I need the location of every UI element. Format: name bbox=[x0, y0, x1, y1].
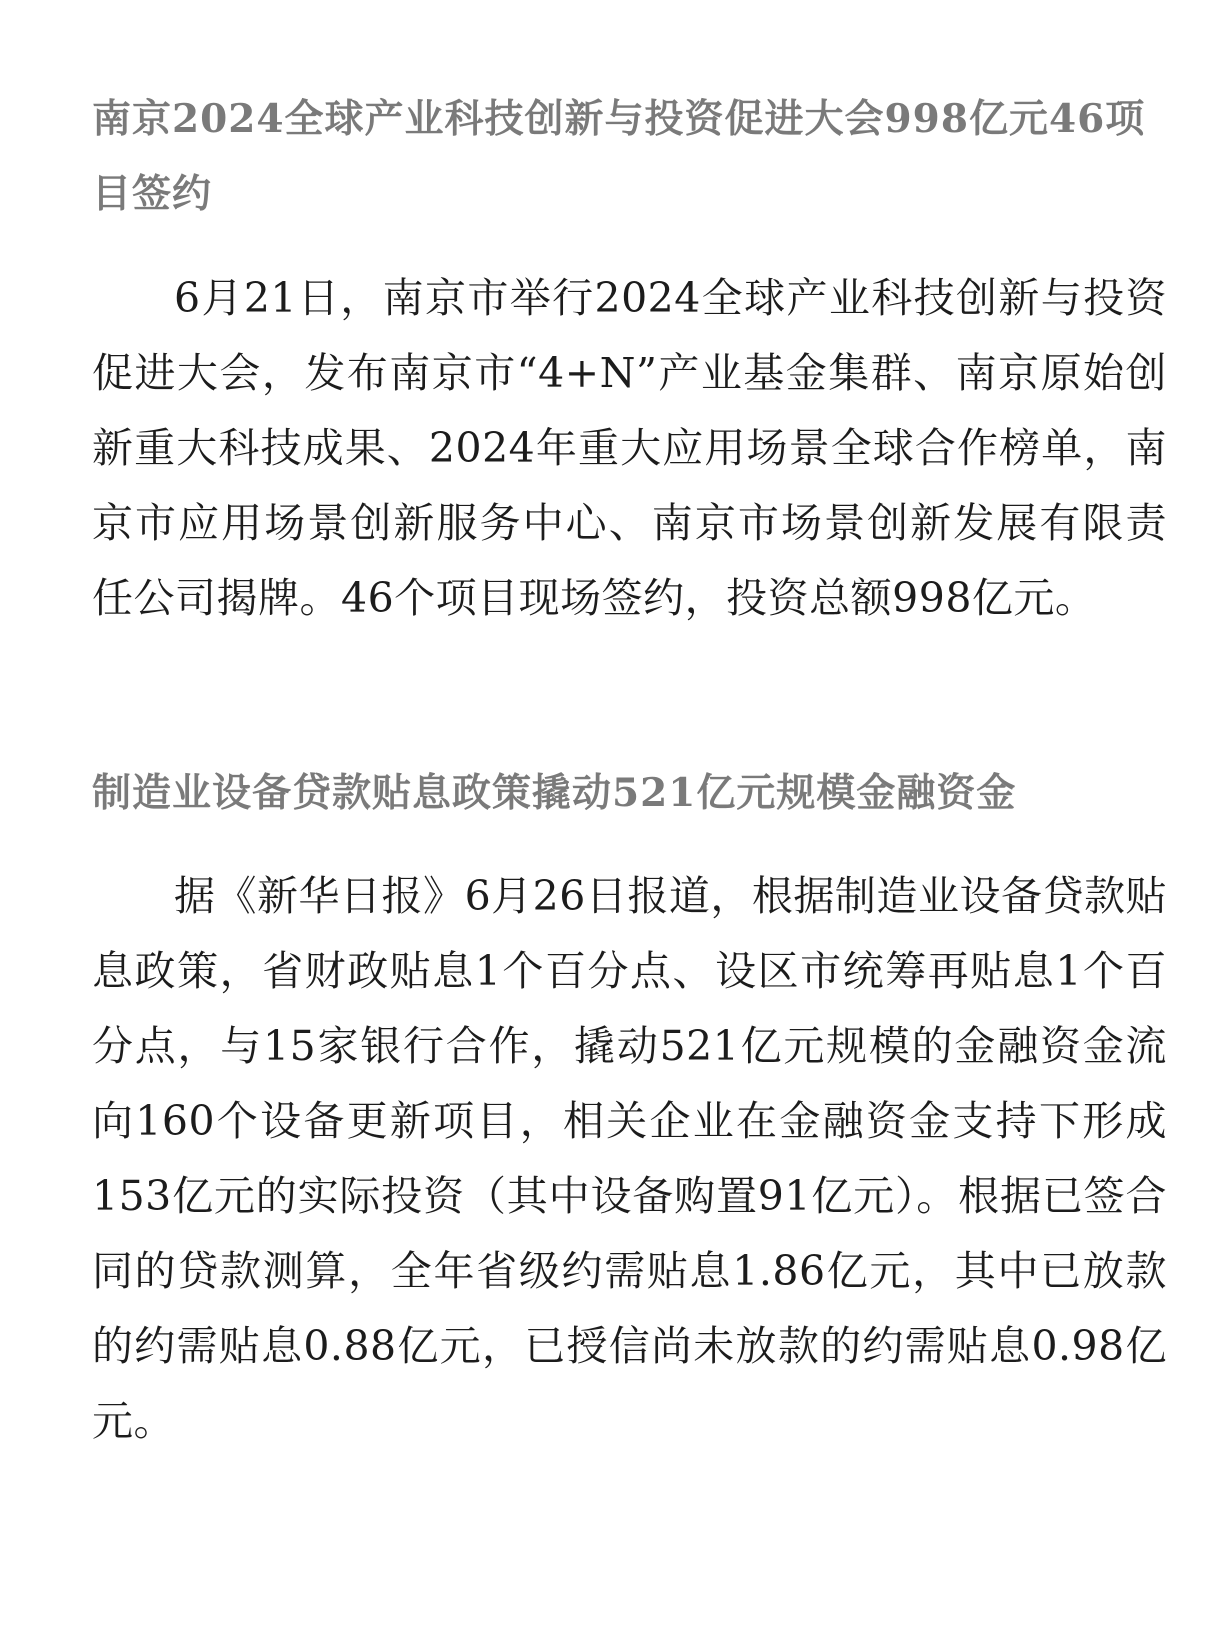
article-body: 6月21日，南京市举行2024全球产业科技创新与投资促进大会，发布南京市“4+N”产业基金集群、南京原始创新重大科技成果、2024年重大应用场景全球合作榜单，南京市应用场景创新服务中心、南京市场景创新发展有限责任公司揭牌。46个项目现场签约，投资总额998亿元。 bbox=[92, 274, 1167, 622]
article-headline: 制造业设备贷款贴息政策撬动521亿元规模金融资金 bbox=[92, 770, 1017, 816]
article-body: 据《新华日报》6月26日报道，根据制造业设备贷款贴息政策，省财政贴息1个百分点、设区市统筹再贴息1个百分点，与15家银行合作，撬动521亿元规模的金融资金流向160个设备更新项目，相关企业在金融资金支持下形成153亿元的实际投资（其中设备购置91亿元）。根据已签合同的贷款测算，全年省级约需贴息1.86亿元，其中已放款的约需贴息0.88亿元，已授信尚未放款的约需贴息0.98亿元。 bbox=[92, 872, 1167, 1445]
document-page bbox=[92, 0, 1167, 1459]
article-headline: 南京2024全球产业科技创新与投资促进大会998亿元46项目签约 bbox=[92, 96, 1146, 217]
news-article-equipment-loan-subsidy bbox=[92, 636, 1167, 1459]
news-article-nanjing-conference bbox=[92, 0, 1167, 636]
